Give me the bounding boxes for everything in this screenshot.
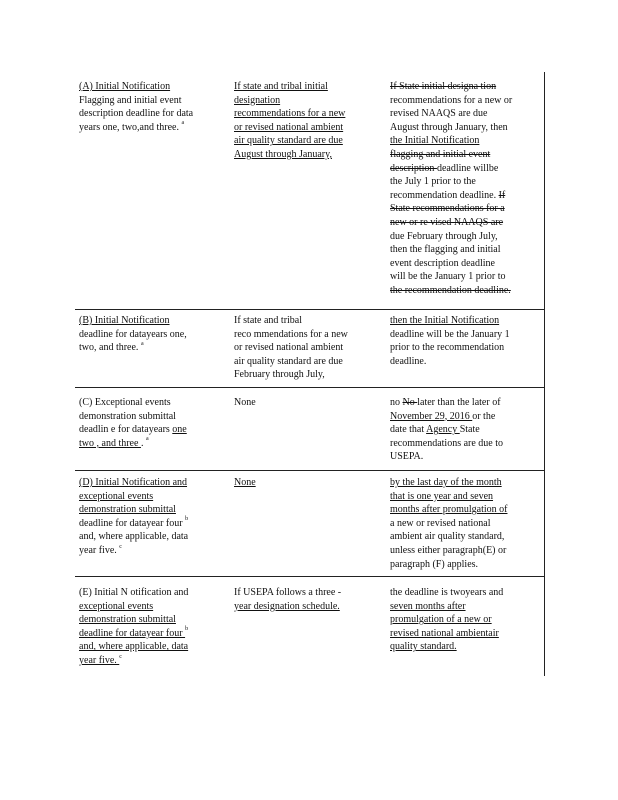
line-text: recommendations are due to xyxy=(390,437,504,449)
line-text: (D) Initial Notification and xyxy=(79,477,188,488)
text-line xyxy=(79,503,219,517)
line-text: quality standard. xyxy=(390,641,457,653)
line-text: a new or revised national xyxy=(390,517,491,529)
line-text: State recommendations for a xyxy=(390,203,505,215)
text-line xyxy=(234,368,374,382)
text-line xyxy=(390,328,540,342)
line-text: None xyxy=(234,397,256,408)
milestone-cell xyxy=(79,314,219,355)
line-text: State xyxy=(459,424,480,436)
text-line xyxy=(79,328,219,342)
struck-text: description xyxy=(390,162,437,174)
line-text: If State initial designa tion xyxy=(390,81,497,92)
text-line xyxy=(390,121,540,135)
underlined-text: November 29, 2016 xyxy=(390,410,473,422)
text-line xyxy=(390,450,540,464)
deadline-cell xyxy=(390,314,540,368)
text-line xyxy=(79,627,219,641)
text-line xyxy=(234,134,374,148)
text-line xyxy=(390,490,540,504)
text-line xyxy=(234,121,374,135)
line-text: date that xyxy=(390,424,427,436)
text-line xyxy=(390,544,540,558)
line-text: two, and three. xyxy=(79,342,141,354)
text-line xyxy=(234,148,374,162)
text-line xyxy=(79,490,219,504)
line-text: demonstration submittal xyxy=(79,614,176,626)
text-line xyxy=(79,437,219,451)
condition-cell xyxy=(234,396,374,410)
milestone-cell xyxy=(79,586,219,668)
text-line xyxy=(390,80,540,94)
line-text: seven months after xyxy=(390,600,466,612)
text-line xyxy=(390,341,540,355)
line-text: . xyxy=(140,437,146,449)
footnote-marker: c xyxy=(119,543,122,550)
line-text: deadlin e for datayears xyxy=(79,424,173,436)
line-text: designation xyxy=(234,94,281,106)
text-line xyxy=(79,654,219,668)
line-text: recommendations for a new or xyxy=(390,94,513,106)
text-line xyxy=(234,600,374,614)
text-line xyxy=(234,314,374,328)
text-line xyxy=(79,107,219,121)
milestone-cell xyxy=(79,396,219,450)
line-text: If USEPA follows a three - xyxy=(234,587,342,598)
line-text: revised NAAQS are due xyxy=(390,108,488,120)
line-text: (B) Initial Notification xyxy=(79,315,170,326)
text-line xyxy=(390,410,540,424)
line-text: exceptional events xyxy=(79,600,154,612)
deadline-cell xyxy=(390,476,540,571)
row-separator xyxy=(75,470,544,471)
struck-text: No xyxy=(402,397,418,408)
line-text: demonstration submittal xyxy=(79,410,176,422)
condition-cell xyxy=(234,586,374,613)
text-line xyxy=(390,530,540,544)
text-line xyxy=(390,586,540,600)
line-text: will be the January 1 prior to xyxy=(390,271,506,283)
text-line xyxy=(390,355,540,369)
line-text: air quality standard are due xyxy=(234,135,343,147)
line-text: promulgation of a new or xyxy=(390,614,492,626)
line-text: August through January, then xyxy=(390,121,508,133)
text-line xyxy=(234,328,374,342)
text-line xyxy=(79,410,219,424)
text-line xyxy=(234,396,374,410)
text-line xyxy=(390,202,540,216)
underlined-text: one xyxy=(172,424,187,436)
text-line xyxy=(390,243,540,257)
line-text: new or re vised NAAQS are xyxy=(390,216,504,228)
text-line xyxy=(79,600,219,614)
text-line xyxy=(79,640,219,654)
line-text: years one, two,and three. xyxy=(79,121,182,133)
line-text: prior to the recommendation xyxy=(390,342,505,354)
text-line xyxy=(390,216,540,230)
line-text: or the xyxy=(472,410,496,422)
text-line xyxy=(390,613,540,627)
footnote-marker: a xyxy=(140,340,144,347)
line-text: February through July, xyxy=(234,369,325,381)
line-text: deadline will be the January 1 xyxy=(390,328,510,340)
line-text: August through January, xyxy=(234,148,332,160)
table-right-border xyxy=(544,72,545,676)
line-text: deadline for datayear four xyxy=(79,517,186,529)
text-line xyxy=(234,355,374,369)
line-text: no xyxy=(390,397,403,408)
text-line xyxy=(390,423,540,437)
text-line xyxy=(390,503,540,517)
text-line xyxy=(390,94,540,108)
text-line xyxy=(79,121,219,135)
text-line xyxy=(234,476,374,490)
deadline-cell xyxy=(390,80,540,298)
text-line xyxy=(390,284,540,298)
line-text: or revised national ambient xyxy=(234,121,344,133)
line-text: demonstration submittal xyxy=(79,504,176,516)
footnote-marker: b xyxy=(185,626,189,633)
line-text: (E) Initial N otification and xyxy=(79,587,189,598)
line-text: deadline for datayear four xyxy=(79,627,186,639)
line-text: the Initial Notification xyxy=(390,135,480,147)
line-text: flagging and initial event xyxy=(390,148,491,160)
line-text: months after promulgation of xyxy=(390,504,508,516)
text-line xyxy=(390,640,540,654)
line-text: event description deadline xyxy=(390,257,495,269)
text-line xyxy=(390,517,540,531)
line-text: reco mmendations for a new xyxy=(234,328,348,340)
line-text: and, where applicable, data xyxy=(79,531,189,543)
line-text: revised national ambientair xyxy=(390,627,499,639)
text-line xyxy=(234,107,374,121)
text-line xyxy=(390,148,540,162)
line-text: later than the later of xyxy=(417,397,501,408)
footnote-marker: c xyxy=(119,653,122,660)
line-text: or revised national ambient xyxy=(234,342,344,354)
condition-cell xyxy=(234,476,374,490)
line-text: year five. xyxy=(79,544,120,556)
text-line xyxy=(390,627,540,641)
text-line xyxy=(79,544,219,558)
line-text: the deadline is twoyears and xyxy=(390,587,504,598)
line-text: and, where applicable, data xyxy=(79,641,189,653)
row-separator xyxy=(75,576,544,577)
line-text: If state and tribal xyxy=(234,315,303,326)
text-line xyxy=(79,396,219,410)
text-line xyxy=(79,530,219,544)
text-line xyxy=(390,189,540,203)
text-line xyxy=(79,423,219,437)
text-line xyxy=(79,613,219,627)
line-text: deadline. xyxy=(390,355,427,367)
text-line xyxy=(390,257,540,271)
line-text: recommendations for a new xyxy=(234,108,346,120)
line-text: air quality standard are due xyxy=(234,355,343,367)
text-line xyxy=(390,134,540,148)
line-text: USEPA. xyxy=(390,451,424,463)
text-line xyxy=(79,94,219,108)
footnote-marker: a xyxy=(145,436,149,443)
text-line xyxy=(234,341,374,355)
text-line xyxy=(79,314,219,328)
line-text: unless either paragraph(E) or xyxy=(390,544,507,556)
line-text: year five. xyxy=(79,654,120,666)
deadline-cell xyxy=(390,396,540,464)
text-line xyxy=(79,341,219,355)
line-text: ambient air quality standard, xyxy=(390,531,505,543)
text-line xyxy=(234,94,374,108)
line-text: deadline for datayears one, xyxy=(79,328,187,340)
line-text: by the last day of the month xyxy=(390,477,502,488)
text-line xyxy=(234,586,374,600)
deadline-cell xyxy=(390,586,540,654)
line-text: paragraph (F) applies. xyxy=(390,558,479,570)
line-text: the recommendation deadline. xyxy=(390,284,511,296)
text-line xyxy=(390,396,540,410)
text-line xyxy=(234,80,374,94)
line-text: due February through July, xyxy=(390,230,498,242)
line-text: (A) Initial Notification xyxy=(79,81,171,92)
text-line xyxy=(79,517,219,531)
line-text: exceptional events xyxy=(79,490,154,502)
text-line xyxy=(390,600,540,614)
text-line xyxy=(390,270,540,284)
row-separator xyxy=(75,309,544,310)
condition-cell xyxy=(234,314,374,382)
text-line xyxy=(390,558,540,572)
line-text: that is one year and seven xyxy=(390,490,494,502)
line-text: description deadline for data xyxy=(79,108,194,120)
text-line xyxy=(79,476,219,490)
line-text: year designation schedule. xyxy=(234,600,340,612)
text-line xyxy=(390,476,540,490)
text-line xyxy=(390,230,540,244)
text-line xyxy=(79,80,219,94)
line-text: then the flagging and initial xyxy=(390,244,501,256)
text-line xyxy=(390,437,540,451)
milestone-cell xyxy=(79,476,219,558)
line-text: None xyxy=(234,477,256,488)
text-line xyxy=(390,314,540,328)
line-text: the July 1 prior to the xyxy=(390,176,476,188)
line-text: If state and tribal initial xyxy=(234,81,328,92)
line-text: Flagging and initial event xyxy=(79,94,182,106)
line-text: (C) Exceptional events xyxy=(79,397,171,408)
line-text: recommendation deadline. xyxy=(390,189,499,201)
struck-text: If xyxy=(498,189,506,201)
text-line xyxy=(390,175,540,189)
milestone-cell xyxy=(79,80,219,134)
footnote-marker: b xyxy=(185,516,189,523)
text-line xyxy=(390,107,540,121)
text-line xyxy=(390,162,540,176)
row-separator xyxy=(75,387,544,388)
underlined-text: two , and three xyxy=(79,437,141,449)
line-text: then the Initial Notification xyxy=(390,315,500,326)
text-line xyxy=(79,586,219,600)
footnote-marker: a xyxy=(181,120,185,127)
line-text: deadline willbe xyxy=(436,162,499,174)
condition-cell xyxy=(234,80,374,162)
underlined-text: Agency xyxy=(426,424,460,436)
